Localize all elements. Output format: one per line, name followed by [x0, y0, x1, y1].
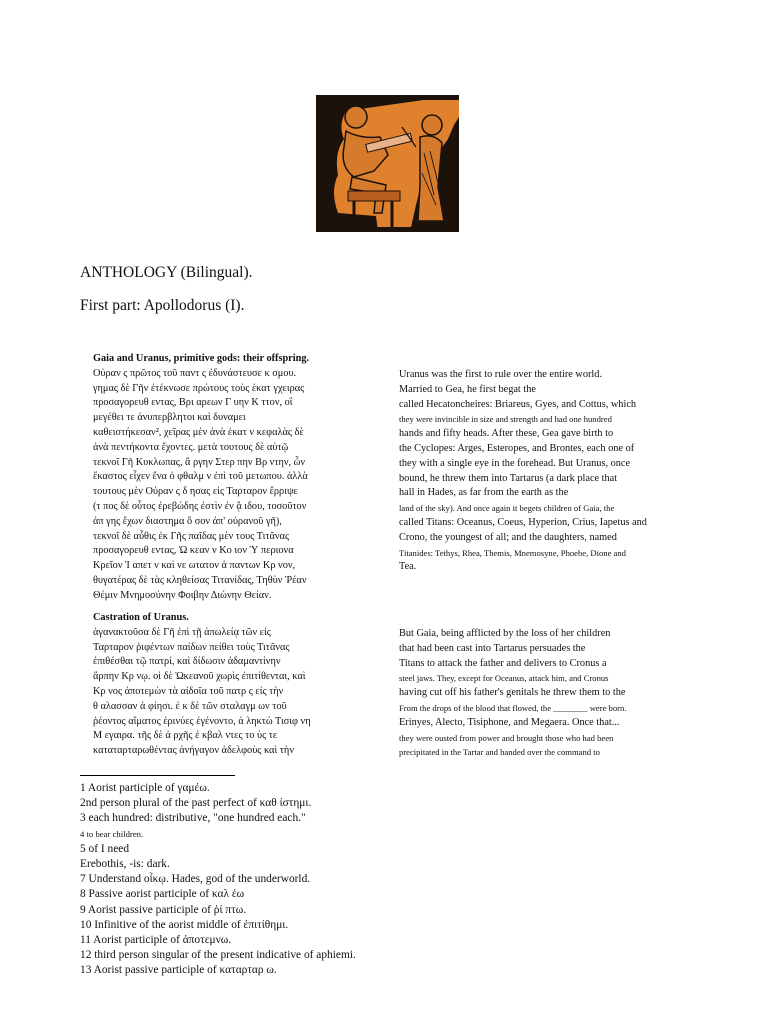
section2-english-column — [399, 627, 675, 760]
vase-painting-image — [316, 95, 459, 232]
vase-illustration — [316, 95, 459, 232]
greek-line: Κρ νος ἀποτεμὼν τὰ αἰδοῖα τοῦ πατρ ς εἰς τὴν — [93, 685, 284, 697]
footnote: 4 to bear children. — [80, 828, 144, 839]
greek-line: ἕκαστος εἶχεν ἕνα ὀ φθαλμ ν ἐπὶ τοῦ μετωπου. ἀλλὰ — [93, 471, 308, 483]
section1-heading: Gaia and Uranus, primitive gods: their offspring. — [93, 353, 310, 364]
greek-line: ἀγανακτοῦσα δὲ Γῆ ἐπὶ τῇ ἀπωλείᾳ τῶν εἰς — [93, 626, 271, 638]
footnote: 7 Understand οἶκῳ. Hades, god of the underworld. — [80, 873, 311, 886]
page-title: ANTHOLOGY (Bilingual). — [80, 264, 253, 281]
english-line: that had been cast into Tartarus persuades the — [399, 642, 586, 654]
english-line: having cut off his father's genitals he threw them to the — [399, 687, 626, 699]
greek-line: καταταρταρωθέντας ἀνήγαγον ἀδελφοὺς καὶ τὴν — [93, 745, 294, 757]
greek-line: Οὐραν ς πρῶτος τοῦ παντ ς ἐδυνάστευσε κ σμου. — [93, 367, 297, 379]
english-line: they were ousted from power and brought those who had been — [399, 732, 614, 743]
footnote: 10 Infinitive of the aorist middle of ἐπιτίθημι. — [80, 918, 289, 931]
footnote: 12 third person singular of the present indicative of aphiemi. — [80, 949, 356, 962]
greek-line: Ταρταρον ῥιφέντων παίδων πείθει τοὺς Τιτᾶνας — [93, 641, 290, 653]
section2-heading: Castration of Uranus. — [93, 612, 189, 623]
footnote: Erebothis, -is: dark. — [80, 858, 170, 871]
section1-english-column — [399, 368, 675, 575]
english-line: steel jaws. They, except for Oceanus, attack him, and Cronus — [399, 673, 609, 684]
english-line: precipitated in the Tartar and handed over the command to — [399, 747, 600, 758]
footnote: 9 Aorist passive participle of ῥί πτω. — [80, 903, 247, 916]
page-subtitle: First part: Apollodorus (I). — [80, 297, 245, 314]
english-line: Uranus was the first to rule over the entire world. — [399, 369, 603, 380]
greek-line: προσαγορευθ εντας, Βρι αρεων Γ υην Κ ττον, οἳ — [93, 397, 293, 409]
english-line: they were invincible in size and strength and had one hundred — [399, 414, 612, 425]
greek-line: ῥέοντος αἵματος ἐρινύες ἐγένοντο, ἀ ληκτὼ Τισιφ νη — [93, 715, 311, 727]
greek-line: ἅρπην Κρ νῳ. οἱ δὲ Ὠκεανοῦ χωρὶς ἐπιτίθενται, καὶ — [93, 671, 306, 683]
greek-line: (τ πος δὲ οὗτος ἐρεβώδης ἐστὶν ἐν ᾅ ιδου, τοσοῦτον — [93, 500, 307, 512]
footnote: 13 Aorist passive participle of καταρταρ ω. — [80, 964, 277, 977]
greek-line: γημας δὲ Γῆν ἐτέκνωσε πρώτους τοὺς ἑκατ γχειρας — [93, 382, 305, 394]
english-line: the Cyclopes: Arges, Esteropes, and Brontes, each one of — [399, 442, 635, 454]
greek-line: τεκνοῖ δὲ αὖθις ἐκ Γῆς παῖδας μὲν τους Τιτᾶνας — [93, 530, 290, 542]
footnote-divider — [80, 775, 235, 776]
english-line: hall in Hades, as far from the earth as the — [399, 487, 569, 499]
english-line: hands and fifty heads. After these, Gea gave birth to — [399, 428, 614, 440]
footnote: 2nd person plural of the past perfect of καθ ίστημι. — [80, 797, 312, 810]
english-line: Erinyes, Alecto, Tisiphone, and Megaera. Once that... — [399, 716, 620, 728]
greek-line: Κρεῖον Ἰ απετ ν καὶ νε ωτατον ἁ παντων Κρ νον, — [93, 560, 296, 572]
footnote: 1 Aorist participle of γαμέω. — [80, 782, 210, 794]
english-line: called Hecatoncheires: Briareus, Gyes, and Cottus, which — [399, 398, 637, 410]
english-line: they with a single eye in the forehead. But Uranus, once — [399, 457, 631, 469]
greek-line: τεκνοῖ Γῆ Κυκλωπας, ἄ ργην Στερ πην Βρ ντην, ὧν — [93, 456, 306, 468]
greek-line: προσαγορευθ εντας, Ὠ κεαν ν Κο ιον Ὑ περιονα — [93, 545, 294, 557]
english-line: Tea. — [399, 561, 417, 573]
english-line: But Gaia, being afflicted by the loss of her children — [399, 628, 611, 639]
footnote: 8 Passive aorist participle of καλ έω — [80, 888, 245, 901]
english-line: Titans to attack the father and delivers to Cronus a — [399, 657, 607, 669]
english-line: Married to Gea, he first begat the — [399, 383, 536, 395]
english-line: Crono, the youngest of all; and the daughters, named — [399, 531, 617, 543]
greek-line: μεγέθει τε ἀνυπερβλητοι καὶ δυναμει — [93, 412, 246, 424]
english-line: bound, he threw them into Tartarus (a dark place that — [399, 472, 618, 484]
footnote: 11 Aorist participle of ἀποτεμνω. — [80, 934, 232, 947]
greek-line: θυγατέρας δὲ τὰς κληθείσας Τιτανίδας, Τηθὺν Ῥέαν — [93, 574, 307, 586]
english-line: land of the sky). And once again it begets children of Gaia, the — [399, 503, 615, 514]
greek-line: ἀπ γης ἔχων διαστημα ὅ σον ἀπ' οὐρανοῦ γῆ), — [93, 515, 282, 527]
section1-greek-column — [93, 352, 380, 604]
greek-line: Θέμιν Μνημοσύνην Φοιβην Διώνην Θείαν. — [93, 589, 272, 601]
footnotes — [80, 781, 410, 979]
section2-greek-column — [93, 611, 380, 759]
english-line: From the drops of the blood that flowed, the ________ were born. — [399, 702, 627, 713]
footnote: 5 of I need — [80, 842, 130, 855]
footnote: 3 each hundred: distributive, "one hundred each." — [80, 812, 306, 825]
greek-line: τουτους μὲν Οὐραν ς δ ησας εἰς Ταρταρον ἔρριψε — [93, 486, 298, 498]
greek-line: Μ εγαιρα. τῆς δὲ ἀ ρχῆς ἐ κβαλ ντες το ὺς τε — [93, 730, 278, 742]
greek-line: καθειστήκεσαν², χεῖρας μὲν ἀνὰ ἑκατ ν κεφαλὰς δὲ — [93, 426, 304, 438]
english-line: called Titans: Oceanus, Coeus, Hyperion, Crius, Iapetus and — [399, 516, 647, 528]
greek-line: ἀνὰ πεντήκοντα ἔχοντες. μετὰ τουτους δὲ αὐτῷ — [93, 441, 289, 453]
english-line: Titanides: Tethys, Rhea, Themis, Mnemosyne, Phoebe, Dione and — [399, 547, 626, 558]
greek-line: ἐπιθέσθαι τῷ πατρί, καὶ δίδωσιν ἀδαμαντίνην — [93, 656, 281, 668]
greek-line: θ αλασσαν ἀ φίησι. ἐ κ δὲ τῶν σταλαγμ ων τοῦ — [93, 700, 287, 712]
